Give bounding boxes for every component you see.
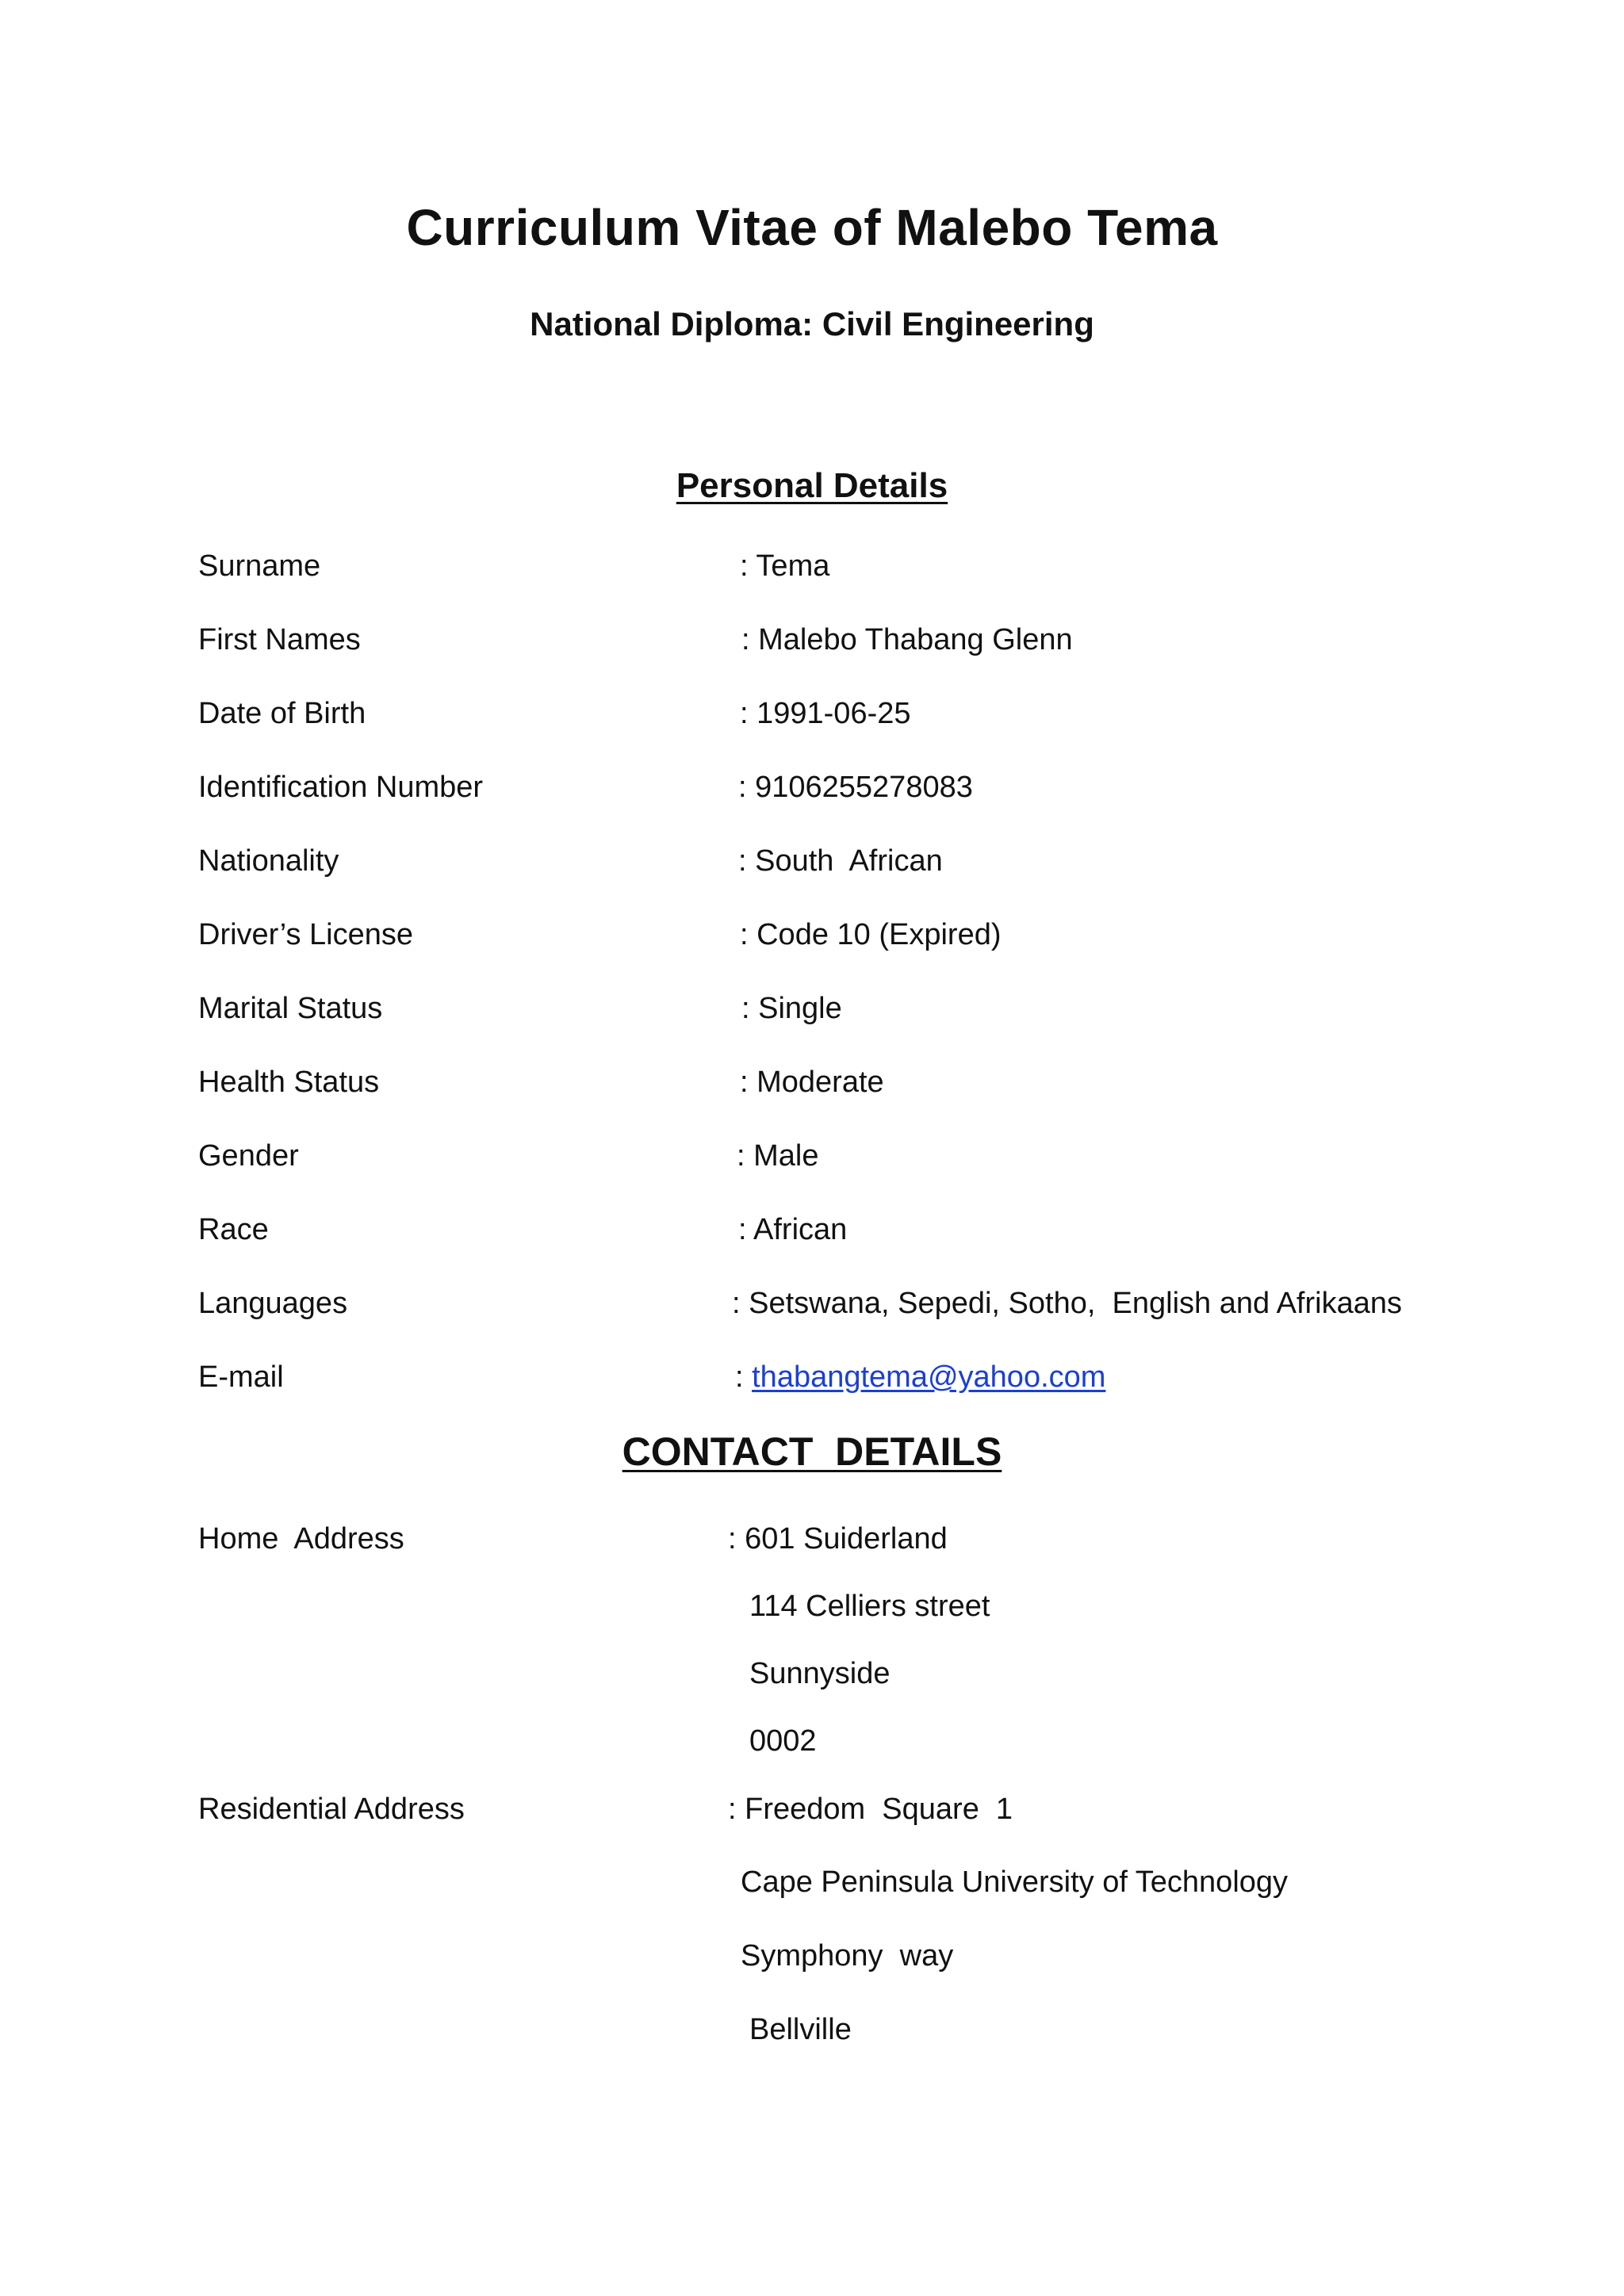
- detail-row-nationality: [0, 842, 1624, 880]
- detail-row-date-of-birth: [0, 695, 1624, 733]
- detail-label: Nationality: [198, 844, 339, 878]
- detail-row-marital-status: [0, 989, 1624, 1027]
- email-link[interactable]: thabangtema@yahoo.com: [752, 1360, 1106, 1394]
- detail-label: Date of Birth: [198, 697, 366, 730]
- detail-row-health-status: [0, 1063, 1624, 1101]
- detail-label: Health Status: [198, 1066, 380, 1099]
- residential-address-row: [0, 2011, 1624, 2049]
- detail-label: Gender: [198, 1139, 299, 1173]
- detail-label: Identification Number: [198, 771, 484, 804]
- detail-row-first-names: [0, 621, 1624, 659]
- residential-address-row: [0, 1937, 1624, 1975]
- detail-value: : Male: [737, 1139, 819, 1173]
- detail-value: : 1991-06-25: [740, 697, 911, 730]
- detail-value: : Tema: [740, 549, 830, 583]
- detail-row-drivers-license: [0, 916, 1624, 954]
- detail-label: First Names: [198, 623, 361, 656]
- personal-details-heading: [0, 466, 1624, 506]
- home-address-row: [0, 1587, 1624, 1625]
- detail-value: : African: [738, 1213, 848, 1246]
- residential-address-row: [0, 1790, 1624, 1828]
- home-address-row: [0, 1520, 1624, 1558]
- personal-details-heading-text: Personal Details: [676, 466, 948, 505]
- detail-value: [735, 1358, 1105, 1396]
- residential-address-line: : Freedom Square 1: [728, 1793, 1013, 1826]
- residential-address-row: [0, 1863, 1624, 1901]
- detail-value: : 9106255278083: [738, 771, 973, 804]
- detail-value: : Setswana, Sepedi, Sotho, English and Afrikaans: [732, 1287, 1402, 1320]
- home-address-label: Home Address: [198, 1522, 404, 1556]
- page-title: Curriculum Vitae of Malebo Tema: [406, 199, 1218, 256]
- detail-label: E-mail: [198, 1360, 284, 1394]
- residential-address-line: Symphony way: [741, 1939, 954, 1973]
- home-address-row: [0, 1722, 1624, 1760]
- detail-row-email: [0, 1358, 1624, 1396]
- home-address-line: : 601 Suiderland: [728, 1522, 948, 1556]
- home-address-line: Sunnyside: [749, 1657, 891, 1690]
- detail-label: Race: [198, 1213, 269, 1246]
- detail-row-surname: [0, 547, 1624, 585]
- detail-row-identification-number: [0, 768, 1624, 806]
- detail-value: : South African: [738, 844, 943, 878]
- residential-address-line: Bellville: [749, 2013, 852, 2046]
- contact-details-heading: [0, 1429, 1624, 1475]
- detail-value: : Malebo Thabang Glenn: [741, 623, 1073, 656]
- home-address-line: 114 Celliers street: [749, 1590, 990, 1623]
- page-subtitle: National Diploma: Civil Engineering: [530, 305, 1094, 342]
- contact-details-heading-text: CONTACT DETAILS: [622, 1429, 1002, 1474]
- detail-label: Driver’s License: [198, 918, 414, 951]
- home-address-row: [0, 1655, 1624, 1693]
- detail-row-gender: [0, 1137, 1624, 1175]
- detail-label: Marital Status: [198, 992, 383, 1025]
- detail-value: : Single: [741, 992, 842, 1025]
- home-address-line: 0002: [749, 1724, 817, 1758]
- detail-label: Languages: [198, 1287, 348, 1320]
- email-prefix: :: [735, 1360, 753, 1394]
- detail-row-race: [0, 1211, 1624, 1249]
- detail-label: Surname: [198, 549, 321, 583]
- residential-address-line: Cape Peninsula University of Technology: [741, 1866, 1289, 1899]
- detail-value: : Code 10 (Expired): [740, 918, 1002, 951]
- residential-address-label: Residential Address: [198, 1793, 465, 1826]
- detail-row-languages: [0, 1284, 1624, 1322]
- detail-value: : Moderate: [740, 1066, 884, 1099]
